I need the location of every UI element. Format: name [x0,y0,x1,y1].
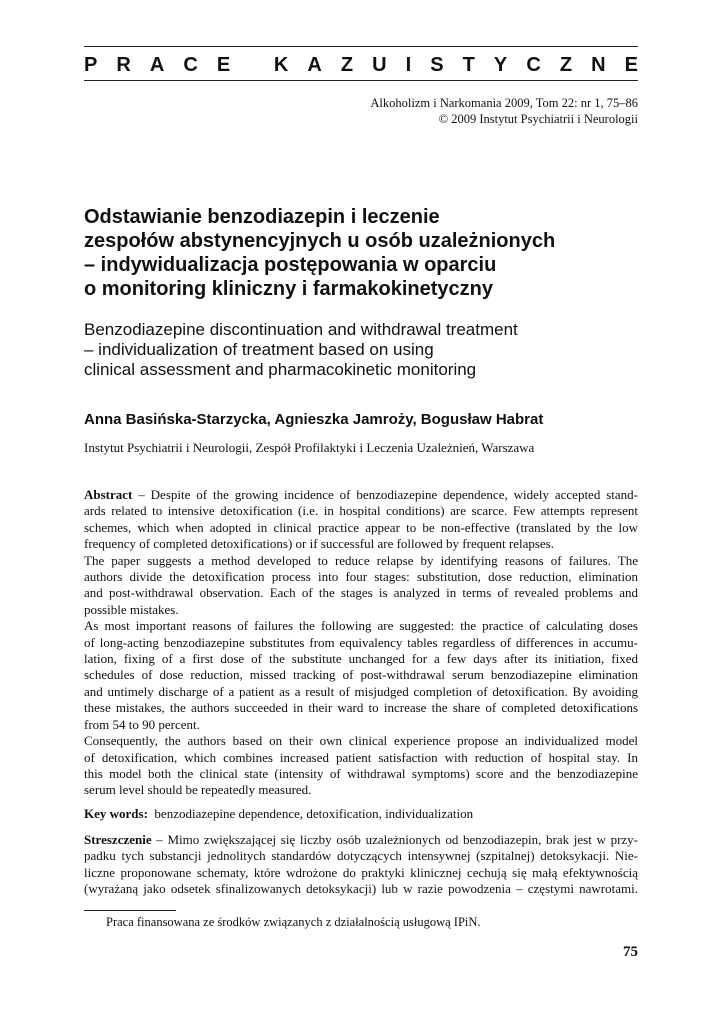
section-header-letter: U [372,53,387,76]
abstract-line: As most important reasons of failures the following are suggested: the practice of calculating doses [84,618,638,634]
streszczenie-line [84,832,638,848]
streszczenie-line: padku tych substancji jednolitych standardów dotyczących intensywnej (szpitalnej) detoksykacji. Nie- [84,848,638,864]
title-en-line: Benzodiazepine discontinuation and withdrawal treatment [84,320,518,339]
citation-line-2: © 2009 Instytut Psychiatrii i Neurologii [438,112,638,126]
abstract-line: these mistakes, the authors succeeded in their ward to increase the share of completed detoxifications [84,700,638,716]
page-number: 75 [623,944,638,960]
title-pl-line: zespołów abstynencyjnych u osób uzależnionych [84,230,556,252]
title-polish [84,205,644,301]
header-bottom-rule [84,80,638,81]
abstract-line: schedules of dose reduction, missed tracking of post-withdrawal serum benzodiazepine elimination [84,667,638,683]
abstract [84,487,638,799]
abstract-line: of long-acting benzodiazepine substitutes from equivalency tables regardless of differences in accumu- [84,634,638,650]
abstract-line: lation, fixing of a first dose of the substitute unchanged for a few days after its initiation, fixed [84,651,638,667]
abstract-line: and post-withdrawal observation. Each of the stages is analyzed in terms of revealed problems and [84,585,638,601]
section-header-letter: Y [493,53,508,76]
section-header [84,52,638,78]
section-header-letter: A [307,53,322,76]
section-header-letter: Z [340,53,354,76]
citation-line-1: Alkoholizm i Narkomania 2009, Tom 22: nr 1, 75–86 [370,96,638,110]
abstract-line: schemes, which when adopted in clinical practice appear to be non-effective (translated by the low [84,519,638,535]
title-pl-line: – indywidualizacja postępowania w oparciu [84,254,497,276]
abstract-line-text: – Despite of the growing incidence of benzodiazepine dependence, widely accepted stand- [132,487,638,502]
abstract-line: frequency of completed detoxifications) or if successful are followed by frequent relapses. [84,536,554,552]
abstract-line [84,487,638,503]
section-header-letter: P [84,53,98,76]
abstract-line: Consequently, the authors based on their own clinical experience propose an individualized model [84,733,638,749]
abstract-line: authors divide the detoxification process into four stages: substitution, dose reduction, elimination [84,569,638,585]
abstract-line: ards related to intensive detoxification (i.e. in hospital conditions) are scarce. Few attempts represent [84,503,638,519]
abstract-line: The paper suggests a method developed to reduce relapse by identifying reasons of failures. The [84,552,638,568]
section-header-letter: I [405,53,412,76]
authors: Anna Basińska-Starzycka, Agnieszka Jamroży, Bogusław Habrat [84,411,544,428]
abstract-line: this model both the clinical state (intensity of withdrawal symptoms) score and the benzodiazepine [84,765,638,781]
section-header-letter: Z [559,53,573,76]
section-header-letter: T [462,53,475,76]
title-pl-line: o monitoring kliniczny i farmakokinetyczny [84,278,493,300]
title-en-line: – individualization of treatment based on using [84,340,434,359]
keywords [84,806,638,822]
section-header-letter: E [216,53,231,76]
footnote: Praca finansowana ze środków związanych z działalnością usługową IPiN. [106,915,481,929]
title-en-line: clinical assessment and pharmacokinetic monitoring [84,360,477,379]
section-header-letter: C [183,53,198,76]
abstract-label: Abstract [84,487,133,502]
section-header-letter [249,54,255,77]
streszczenie [84,832,638,898]
abstract-line: from 54 to 90 percent. [84,716,200,732]
section-header-letter: C [526,53,541,76]
abstract-line: possible mistakes. [84,601,179,617]
title-english [84,320,644,380]
journal-citation [370,95,638,127]
section-header-letter: N [591,53,606,76]
streszczenie-line: (wyrażaną jako odsetek sfinalizowanych detoksykacji) lub w razie powodzenia – częstymi nawrotami. [84,881,638,897]
keywords-text: benzodiazepine dependence, detoxification, individualization [154,806,474,821]
section-header-letter: E [624,53,638,76]
abstract-line: of detoxification, which combines increased patient satisfaction with reduction of hospital stay. In [84,749,638,765]
streszczenie-line: liczne proponowane schematy, które wdrożone do praktyki klinicznej cechują się małą efektywnością [84,864,638,880]
section-header-letter: A [149,53,165,76]
abstract-line: serum level should be repeatedly measured. [84,782,312,798]
streszczenie-label: Streszczenie [84,832,152,847]
section-header-letter: S [430,53,444,76]
section-header-letter: K [273,53,289,76]
title-pl-line: Odstawianie benzodiazepin i leczenie [84,206,440,228]
affiliation: Instytut Psychiatrii i Neurologii, Zespół Profilaktyki i Leczenia Uzależnień, Warszawa [84,440,535,455]
section-header-letter: R [116,53,131,76]
abstract-line: and untimely discharge of a patient as a result of misjudged completion of detoxification. By avoiding [84,683,638,699]
streszczenie-line-text: – Mimo zwiększającej się liczby osób uzależnionych od benzodiazepin, brak jest w przy- [151,832,638,847]
header-top-rule [84,46,638,47]
keywords-label: Key words: [84,806,148,821]
footnote-rule [84,910,176,911]
